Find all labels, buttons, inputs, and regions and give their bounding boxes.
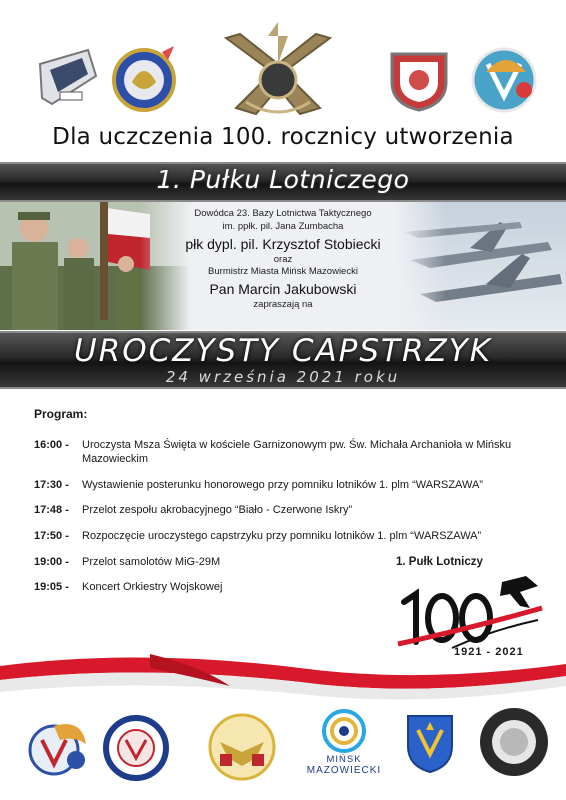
program-item bbox=[34, 438, 512, 466]
program-item bbox=[34, 555, 382, 569]
jubilee-caption: 1. Pułk Lotniczy bbox=[396, 556, 483, 568]
squadron-badge-right bbox=[466, 42, 542, 114]
city-name-line2: MAZOWIECKI bbox=[306, 765, 382, 776]
squadron-shield-badge bbox=[386, 48, 452, 114]
event-band bbox=[0, 331, 566, 389]
program-time: 19:05 - bbox=[34, 581, 69, 593]
program-time: 17:30 - bbox=[34, 479, 69, 491]
program-time: 16:00 - bbox=[34, 439, 69, 451]
commemoration-heading: Dla uczczenia 100. rocznicy utworzenia bbox=[52, 124, 514, 150]
invite-verb: zapraszają na bbox=[253, 299, 313, 311]
garrison-eagle-logo bbox=[206, 712, 278, 782]
base-patron: im. ppłk. pil. Jana Zumbacha bbox=[222, 220, 344, 232]
jubilee-logo bbox=[392, 556, 552, 660]
program-text: Przelot zespołu akrobacyjnego “Biało - Czerwone Iskry” bbox=[82, 504, 353, 516]
flag-ribbon bbox=[0, 646, 566, 708]
conjunction: oraz bbox=[273, 253, 293, 265]
regiment-title: 1. Pułku Lotniczego bbox=[156, 165, 410, 194]
program-text: Przelot samolotów MiG-29M bbox=[82, 556, 221, 568]
mayor-role: Burmistrz Miasta Mińsk Mazowiecki bbox=[208, 266, 358, 278]
minsk-mazowiecki-swirl-logo bbox=[318, 708, 370, 754]
regiment-title-band bbox=[0, 162, 566, 202]
program-time: 17:50 - bbox=[34, 530, 69, 542]
city-name-line1: MIŃSK bbox=[326, 754, 362, 765]
commander-name: płk dypl. pil. Krzysztof Stobiecki bbox=[185, 235, 381, 252]
city-coat-of-arms bbox=[404, 712, 456, 774]
mayor-name: Pan Marcin Jakubowski bbox=[209, 281, 357, 298]
base-eagle-emblem bbox=[216, 8, 340, 122]
program-item bbox=[34, 478, 552, 492]
program-text: Uroczysta Msza Święta w kościele Garnizonowym pw. Św. Michała Archanioła w Mińsku Mazowieckim bbox=[82, 439, 512, 465]
program-time: 19:00 - bbox=[34, 556, 69, 568]
program-label: Program: bbox=[34, 407, 88, 421]
city-600th-anniversary-seal bbox=[478, 706, 550, 778]
event-date: 24 września 2021 roku bbox=[165, 368, 401, 386]
program-text: Rozpoczęcie uroczystego capstrzyku przy pomniku lotników 1. plm “WARSZAWA” bbox=[82, 530, 482, 542]
program-item bbox=[34, 580, 382, 594]
squadron-23-logo bbox=[24, 712, 94, 782]
squadron-badge-left bbox=[36, 46, 100, 110]
minsk-mazowiecki-wordmark bbox=[302, 754, 386, 776]
jubilee-years: 1921 - 2021 bbox=[454, 646, 524, 658]
commander-role: Dowódca 23. Bazy Lotnictwa Taktycznego bbox=[194, 208, 372, 219]
squadron-badge-2 bbox=[108, 42, 180, 114]
program-text: Koncert Orkiestry Wojskowej bbox=[82, 581, 223, 593]
fundacja-303-logo bbox=[100, 714, 172, 782]
program-text: Wystawienie posterunku honorowego przy pomniku lotników 1. plm “WARSZAWA” bbox=[82, 479, 483, 491]
program-item bbox=[34, 503, 552, 517]
event-name: UROCZYSTY CAPSTRZYK bbox=[73, 333, 493, 369]
program-time: 17:48 - bbox=[34, 504, 69, 516]
jubilee-100-graphic bbox=[392, 568, 552, 658]
invitation-block bbox=[166, 208, 400, 312]
program-item bbox=[34, 529, 552, 543]
